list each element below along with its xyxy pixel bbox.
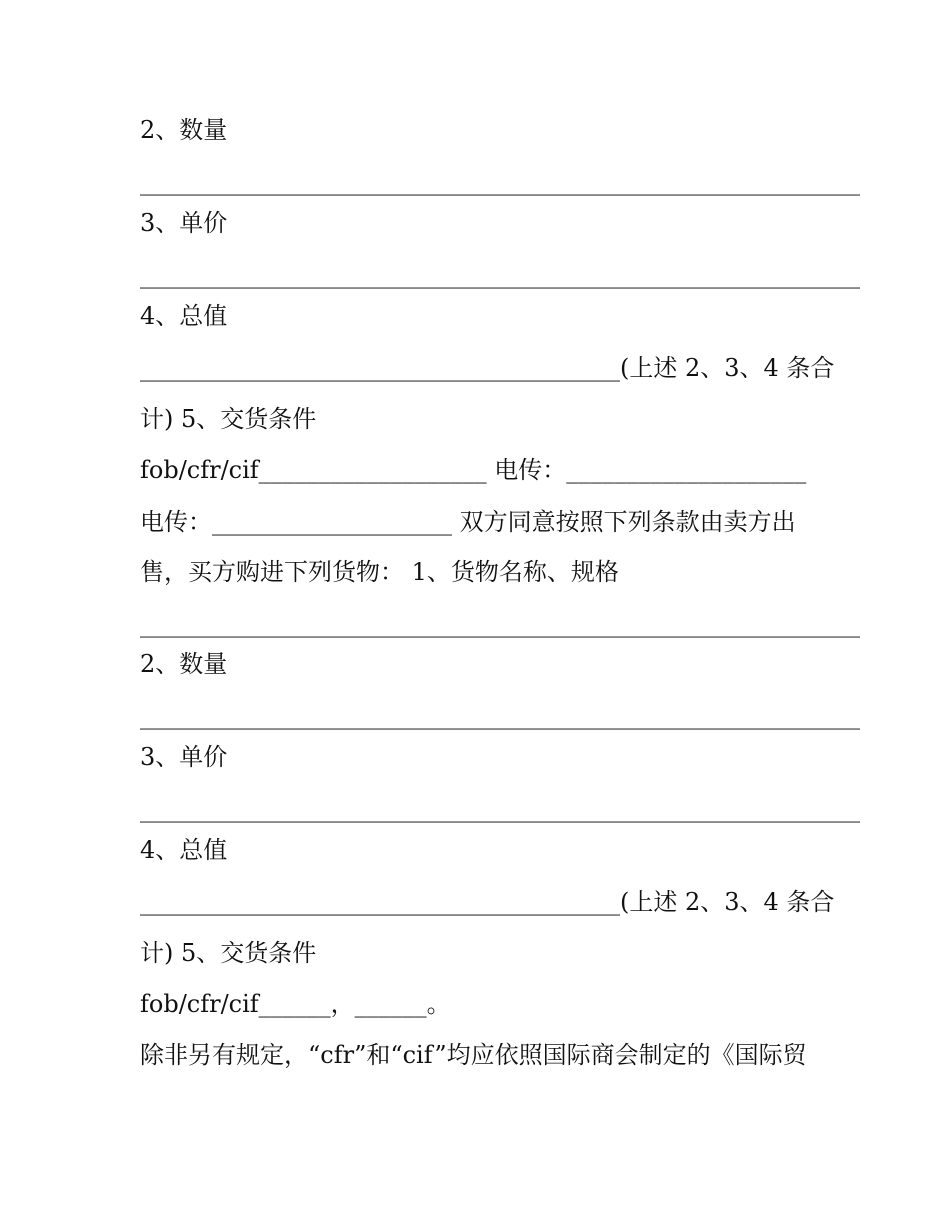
goods-name-line: 售，买方购进下列货物： 1、货物名称、规格: [140, 558, 619, 586]
total-value-line: ________________________________________(上述 2、3、4 条合: [140, 888, 835, 916]
fob-terms-line: fob/cfr/cif______，______。: [140, 990, 451, 1018]
incoterms-clause-line: 除非另有规定，“cfr”和“cif”均应依照国际商会制定的《国际贸: [140, 1041, 807, 1069]
item-quantity-label: 2、数量: [140, 650, 228, 678]
blank-line: ____________________________________________________________: [140, 261, 860, 289]
blank-line: ____________________________________________________________: [140, 168, 860, 196]
blank-line: ____________________________________________________________: [140, 610, 860, 638]
item-total-value-label: 4、总值: [140, 836, 228, 864]
item-unit-price-label: 3、单价: [140, 743, 228, 771]
fob-telex-line: fob/cfr/cif___________________ 电传：____________________: [140, 456, 807, 484]
item-quantity-label: 2、数量: [140, 116, 228, 144]
telex-agreement-line: 电传：____________________ 双方同意按照下列条款由卖方出: [140, 508, 796, 536]
item-unit-price-label: 3、单价: [140, 209, 228, 237]
delivery-terms-line: 计) 5、交货条件: [140, 939, 317, 967]
delivery-terms-line: 计) 5、交货条件: [140, 405, 317, 433]
total-value-line: ________________________________________(上述 2、3、4 条合: [140, 354, 835, 382]
blank-line: ____________________________________________________________: [140, 702, 860, 730]
item-total-value-label: 4、总值: [140, 302, 228, 330]
blank-line: ____________________________________________________________: [140, 795, 860, 823]
